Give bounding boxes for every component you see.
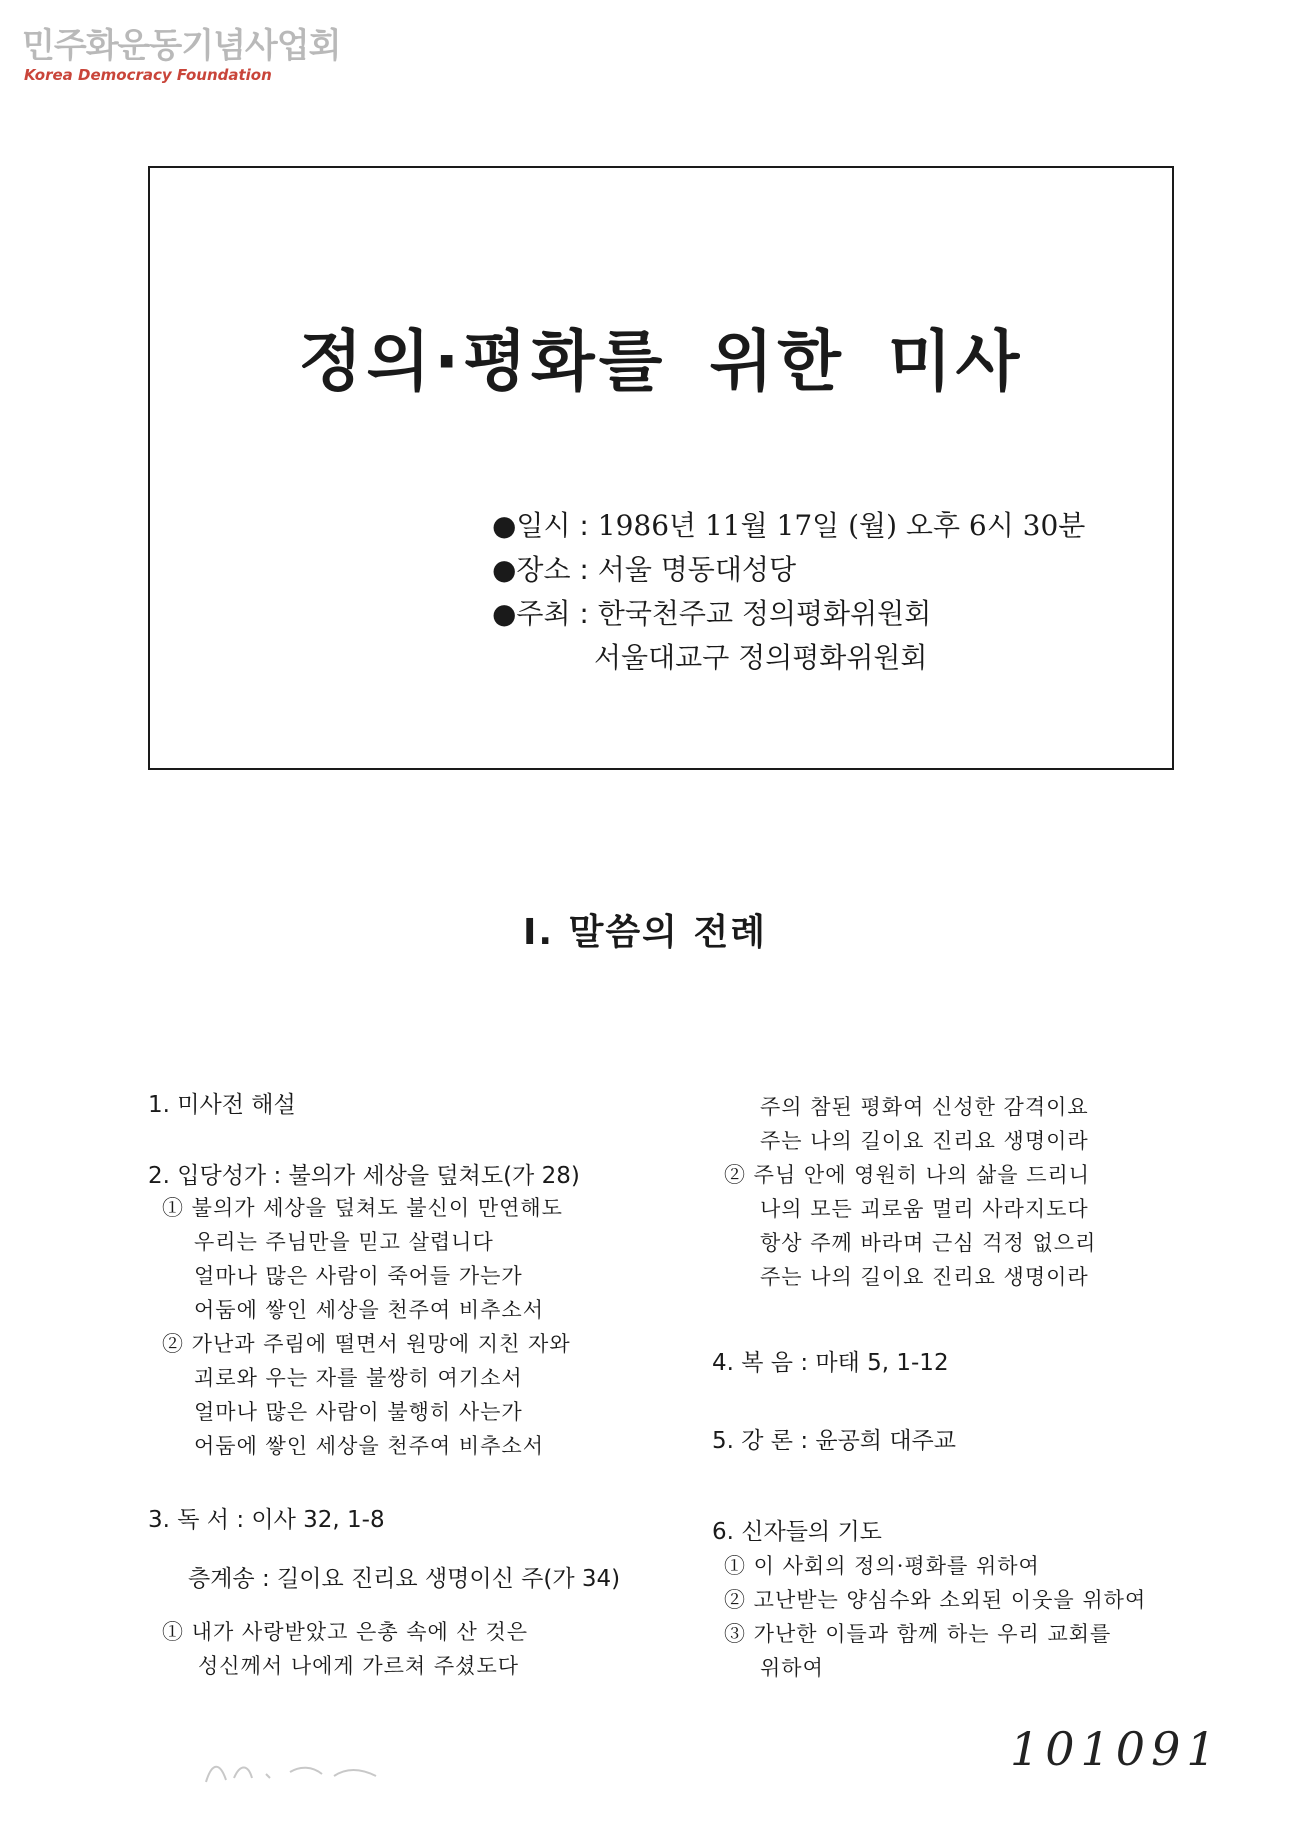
prayer-line: ② 고난받는 양심수와 소외된 이웃을 위하여 (724, 1588, 1147, 1612)
hymn-line: ① 불의가 세상을 덮쳐도 불신이 만연해도 (162, 1196, 563, 1220)
hymn-line: ② 가난과 주림에 떨면서 원망에 지친 자와 (162, 1332, 571, 1356)
psalm-continued-line: 항상 주께 바라며 근심 걱정 없으리 (760, 1231, 1097, 1255)
item-3-heading: 3. 독 서 : 이사 32, 1-8 (148, 1507, 385, 1533)
section-heading: Ⅰ. 말씀의 전례 (522, 912, 768, 953)
psalm-line: ① 내가 사랑받았고 은총 속에 산 것은 (162, 1620, 529, 1644)
date-value: 1986년 11월 17일 (월) 오후 6시 30분 (597, 509, 1086, 542)
place-line (492, 548, 796, 588)
date-line (492, 504, 1085, 544)
title-box (148, 166, 1174, 770)
hymn-line: 어둠에 쌓인 세상을 천주여 비추소서 (194, 1434, 544, 1458)
handwritten-document-number: 101091 (1010, 1722, 1222, 1776)
psalm-continued-line: ② 주님 안에 영원히 나의 삶을 드리니 (724, 1163, 1091, 1187)
prayer-line: ③ 가난한 이들과 함께 하는 우리 교회를 (724, 1622, 1112, 1646)
psalm-continued-line: 주는 나의 길이요 진리요 생명이라 (760, 1129, 1089, 1153)
host-value-2: 서울대교구 정의평화위원회 (594, 641, 928, 674)
item-5-heading: 5. 강 론 : 윤공희 대주교 (712, 1428, 956, 1454)
hymn-line: 어둠에 쌓인 세상을 천주여 비추소서 (194, 1298, 544, 1322)
hymn-line: 우리는 주님만을 믿고 살렵니다 (194, 1230, 494, 1254)
faint-handwritten-scribble (200, 1752, 400, 1792)
host-value-1: 한국천주교 정의평화위원회 (597, 597, 932, 630)
psalm-continued-line: 주는 나의 길이요 진리요 생명이라 (760, 1265, 1089, 1289)
item-1-heading: 1. 미사전 해설 (148, 1092, 296, 1118)
place-value: 서울 명동대성당 (597, 553, 797, 586)
item-2-heading: 2. 입당성가 : 불의가 세상을 덮쳐도(가 28) (148, 1163, 580, 1189)
place-label: ●장소 : (492, 553, 598, 586)
hymn-line: 괴로와 우는 자를 불쌍히 여기소서 (194, 1366, 523, 1390)
host-line (492, 592, 931, 632)
psalm-line: 성신께서 나에게 가르쳐 주셨도다 (198, 1654, 520, 1678)
foundation-logo-english: Korea Democracy Foundation (24, 66, 272, 84)
prayer-line: ① 이 사회의 정의·평화를 위하여 (724, 1554, 1040, 1578)
host-label: ●주최 : (492, 597, 598, 630)
prayer-line: 위하여 (760, 1656, 824, 1680)
hymn-line: 얼마나 많은 사람이 불행히 사는가 (194, 1400, 523, 1424)
main-title: 정의·평화를 위한 미사 (298, 323, 1024, 400)
foundation-logo-korean: 민주화운동기념사업회 (22, 26, 341, 66)
item-4-heading: 4. 복 음 : 마태 5, 1-12 (712, 1350, 949, 1376)
hymn-line: 얼마나 많은 사람이 죽어들 가는가 (194, 1264, 523, 1288)
psalm-continued-line: 주의 참된 평화여 신성한 감격이요 (760, 1095, 1089, 1119)
item-6-heading: 6. 신자들의 기도 (712, 1519, 882, 1545)
date-label: ●일시 : (492, 509, 598, 542)
psalm-continued-line: 나의 모든 괴로움 멀리 사라지도다 (760, 1197, 1089, 1221)
responsorial-psalm: 층계송 : 길이요 진리요 생명이신 주(가 34) (188, 1566, 621, 1592)
